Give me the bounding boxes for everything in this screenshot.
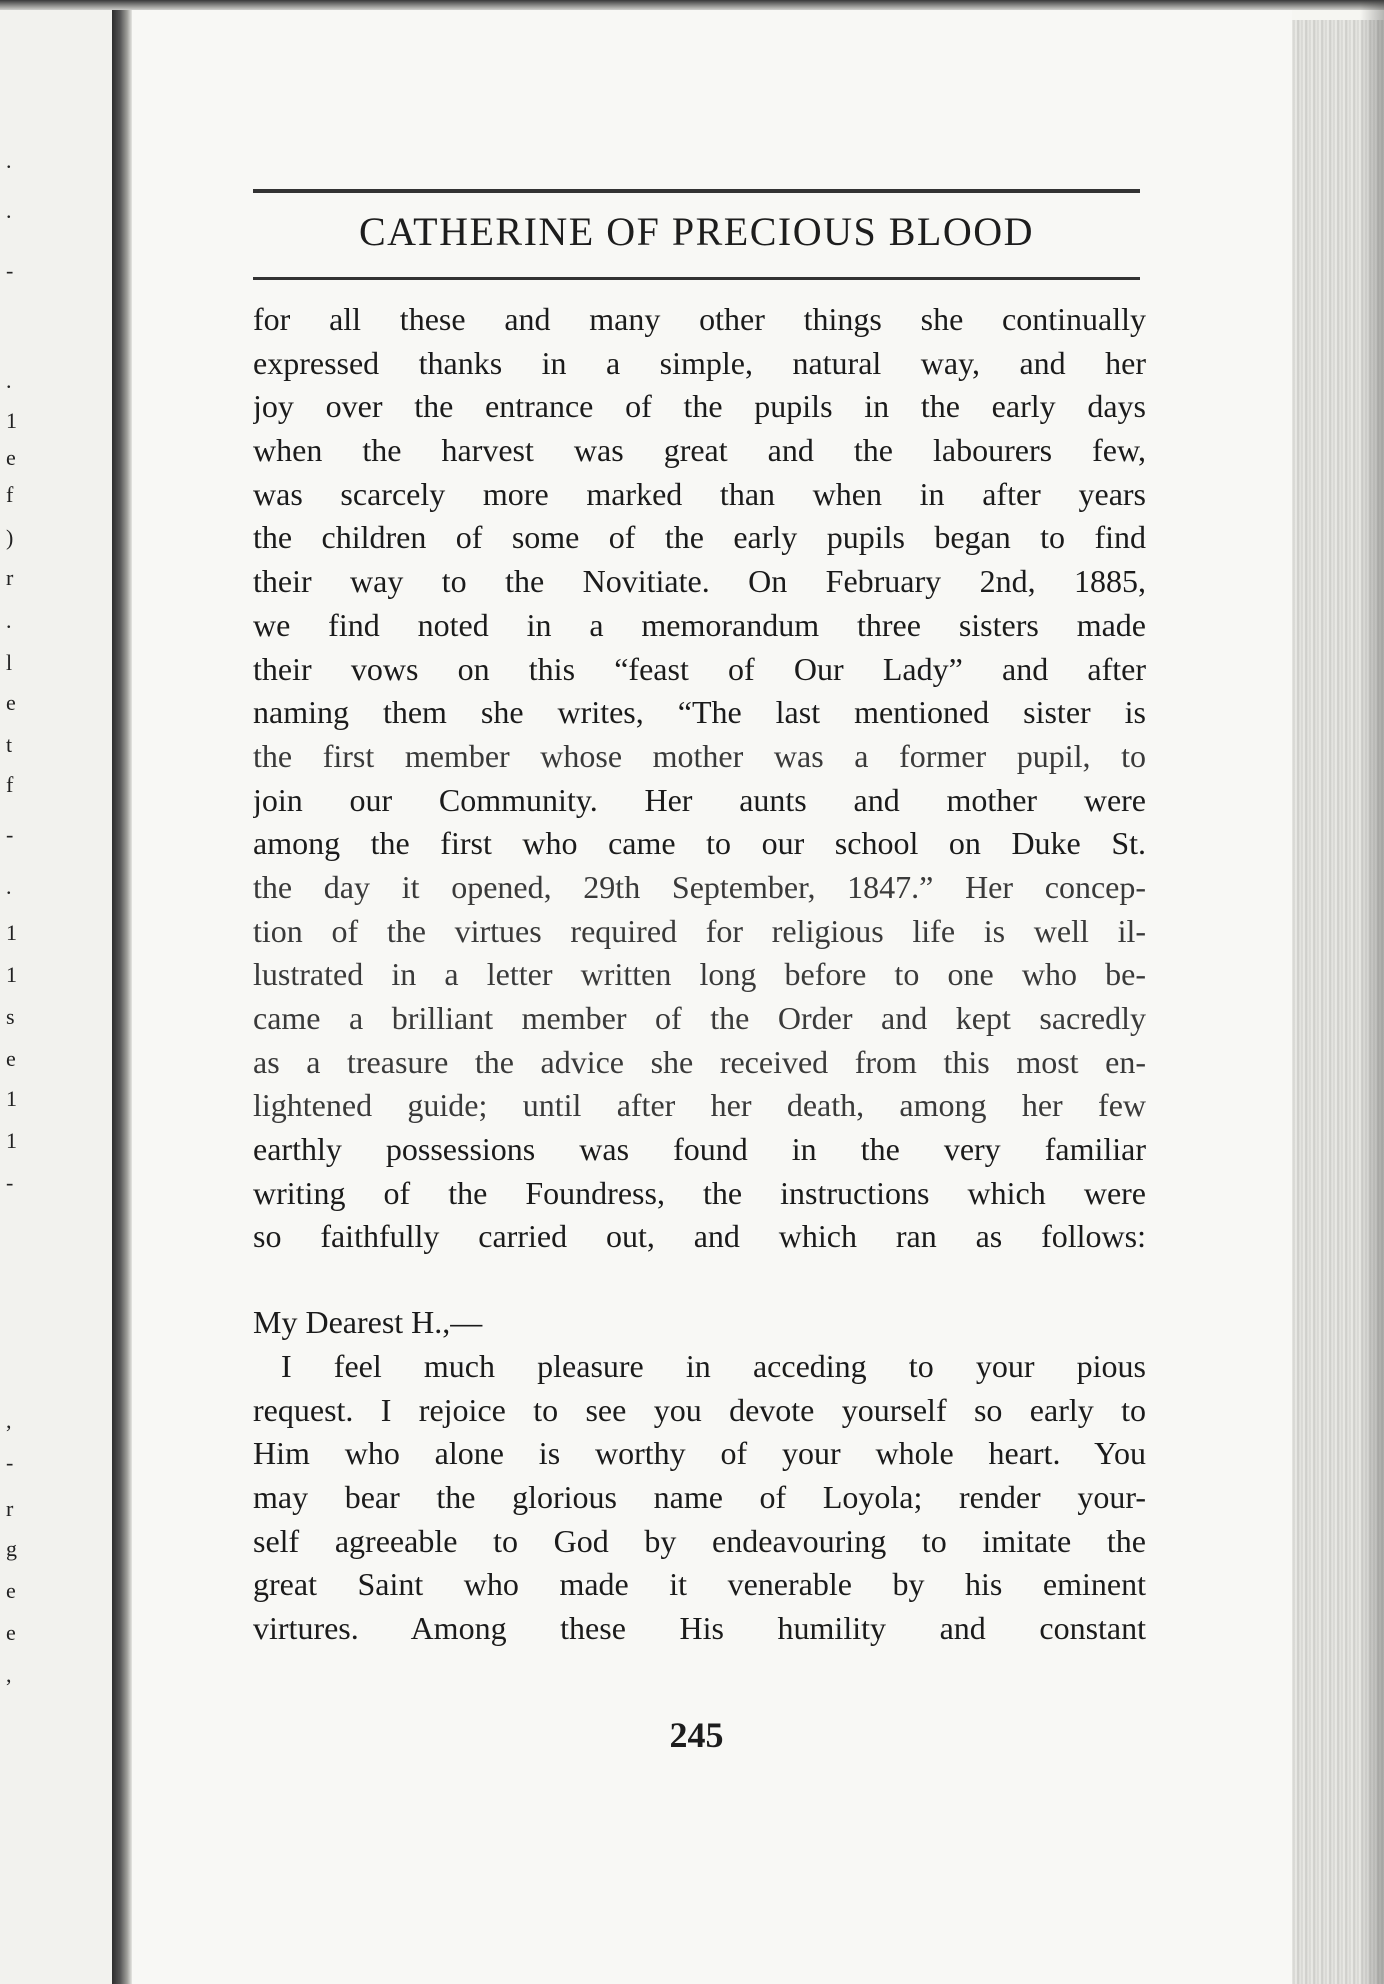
text-line: naming them she writes, “The last mentioned sister is	[253, 694, 1146, 731]
left-page-fragment: -	[6, 1170, 14, 1195]
edge-shadow	[1360, 0, 1384, 1984]
left-page-fragment: ,	[6, 1662, 12, 1687]
left-page-fragment: ,	[6, 1408, 12, 1433]
body-text	[253, 298, 1146, 1651]
text-line: was scarcely more marked than when in after years	[253, 475, 1146, 512]
left-page-fragment: .	[6, 148, 12, 173]
text-line: writing of the Foundress, the instructions which were	[253, 1174, 1146, 1211]
left-page-fragment: .	[6, 874, 12, 899]
text-line: join our Community. Her aunts and mother were	[253, 781, 1146, 818]
left-page-fragment: 1	[6, 408, 17, 433]
left-page-fragment: l	[6, 650, 13, 675]
text-line: expressed thanks in a simple, natural way, and her	[253, 344, 1146, 381]
text-line: tion of the virtues required for religious life is well il-	[253, 912, 1146, 949]
running-head: CATHERINE OF PRECIOUS BLOOD	[359, 209, 1034, 254]
left-page-fragment: e	[6, 445, 16, 470]
left-page-fragment: .	[6, 198, 12, 223]
left-page-fragment: 1	[6, 920, 17, 945]
text-line: their vows on this “feast of Our Lady” and after	[253, 650, 1146, 687]
text-line: we find noted in a memorandum three sisters made	[253, 606, 1146, 643]
text-line: Him who alone is worthy of your whole heart. You	[253, 1435, 1146, 1472]
top-shadow	[0, 0, 1384, 10]
text-line: when the harvest was great and the labourers few,	[253, 432, 1146, 469]
text-line: for all these and many other things she continually	[253, 301, 1146, 337]
text-line: the first member whose mother was a former pupil, to	[253, 737, 1146, 774]
left-page-fragment: f	[6, 772, 14, 797]
text-line: came a brilliant member of the Order and kept sacredly	[253, 1000, 1146, 1036]
left-page-fragment: -	[6, 1450, 14, 1475]
left-page-edge	[0, 10, 112, 1984]
text-line: request. I rejoice to see you devote yourself so early to	[253, 1391, 1146, 1428]
left-page-fragment: r	[6, 565, 14, 590]
text-line: the day it opened, 29th September, 1847.” Her concep-	[253, 868, 1146, 905]
left-page-fragment: g	[6, 1536, 17, 1561]
left-page-fragment: e	[6, 1620, 16, 1645]
header-rule-top	[253, 189, 1140, 193]
text-line: the children of some of the early pupils began to find	[253, 519, 1146, 556]
left-page-fragment: 1	[6, 1128, 17, 1153]
header-rule-bottom	[253, 277, 1140, 280]
text-line: earthly possessions was found in the very familiar	[253, 1131, 1146, 1168]
left-page-fragment: 1	[6, 1086, 17, 1111]
left-page-fragment: e	[6, 690, 16, 715]
text-line: I feel much pleasure in acceding to your pious	[281, 1347, 1146, 1384]
text-line: great Saint who made it venerable by his eminent	[253, 1566, 1146, 1603]
letter-salutation: My Dearest H.,—	[253, 1304, 483, 1341]
text-line: virtures. Among these His humility and constant	[253, 1609, 1146, 1646]
text-line: their way to the Novitiate. On February 2nd, 1885,	[253, 563, 1146, 600]
left-page-fragment: t	[6, 732, 13, 757]
left-page-fragment: )	[6, 525, 14, 550]
left-page-fragment: .	[6, 608, 12, 633]
left-page-fragment: -	[6, 258, 14, 283]
text-line: may bear the glorious name of Loyola; render your-	[253, 1478, 1146, 1515]
left-page-fragment: .	[6, 368, 12, 393]
text-line: lightened guide; until after her death, among her few	[253, 1087, 1146, 1124]
text-line: self agreeable to God by endeavouring to imitate the	[253, 1522, 1146, 1559]
text-line: as a treasure the advice she received from this most en-	[253, 1043, 1146, 1080]
left-page-fragment: f	[6, 482, 14, 507]
left-page-fragment: r	[6, 1496, 14, 1521]
text-line: among the first who came to our school on Duke St.	[253, 825, 1146, 862]
left-page-fragment: e	[6, 1046, 16, 1071]
text-line: lustrated in a letter written long before to one who be-	[253, 956, 1146, 993]
left-page-fragment: 1	[6, 962, 17, 987]
book-gutter	[112, 10, 132, 1984]
paragraph-gap	[253, 1259, 1146, 1301]
text-line: so faithfully carried out, and which ran as follows:	[253, 1218, 1146, 1255]
left-page-fragment: -	[6, 822, 14, 847]
left-page-fragment: s	[6, 1004, 15, 1029]
text-line: joy over the entrance of the pupils in the early days	[253, 388, 1146, 425]
left-page-fragment: e	[6, 1578, 16, 1603]
page-number: 245	[669, 1715, 724, 1755]
